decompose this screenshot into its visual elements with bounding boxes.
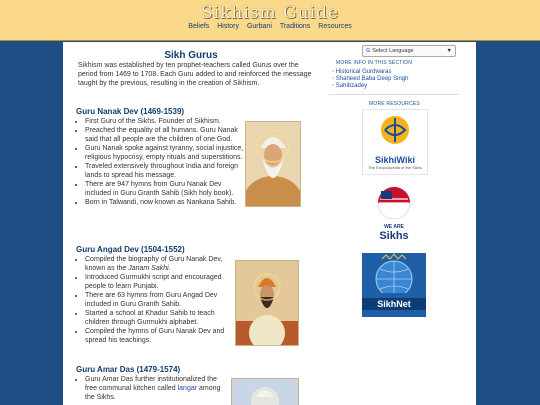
language-select[interactable]: [362, 45, 456, 57]
guru-angad-heading: Guru Angad Dev (1504-1552): [76, 245, 185, 254]
angad-fact-1-end: .: [168, 265, 171, 272]
list-item: • Started a school at Khadur Sahib to teach children through Gurmukhi alphabet.: [85, 309, 225, 327]
guru-amardas-portrait: [231, 378, 299, 405]
list-item: • Guru Nanak spoke against tyranny, social injustice, religious hypocrisy, empty rituals and superstitions.: [85, 144, 245, 162]
sikhnet-badge[interactable]: [362, 253, 426, 317]
chevron-down-icon: ▼: [446, 48, 452, 54]
guru-angad-facts: [75, 255, 225, 345]
link-text: Historical Gurdwaras: [335, 69, 392, 75]
flag-circle-icon: [362, 185, 426, 219]
link-text: Sahibzadey: [335, 83, 368, 89]
guru-angad-portrait: [235, 260, 299, 346]
we-are-sikhs-badge[interactable]: [362, 185, 426, 245]
angad-fact-1-text: Compiled the biography of Guru Nanak Dev, known as the: [85, 256, 223, 272]
divider: [329, 94, 459, 95]
google-icon: G: [366, 48, 371, 54]
list-item: • Preached the equality of all humans. Guru Nanak said that all people are the children of one God.: [85, 126, 245, 144]
link-shaheed-baba-deep-singh[interactable]: ◦ Shaheed Baba Deep Singh: [332, 76, 409, 82]
list-item: [85, 255, 225, 273]
section-title: MORE INFO IN THIS SECTION: [336, 60, 413, 66]
guru-nanak-portrait: [245, 121, 301, 207]
nav-resources[interactable]: Resources: [318, 23, 352, 30]
list-item: • Born in Talwandi, now known as Nankana Sahib.: [85, 198, 245, 207]
amardas-fact-text: Guru Amar Das further institutionalized the free communal kitchen called: [85, 376, 217, 392]
list-item: • First Guru of the Sikhs. Founder of Sikhism.: [85, 117, 245, 126]
link-sahibzadey[interactable]: ◦ Sahibzadey: [332, 83, 368, 89]
list-item: • There are 63 hymns from Guru Angad Dev included in Guru Granth Sahib.: [85, 291, 225, 309]
section-links: [332, 69, 409, 90]
amardas-fact-end: among the Sikhs.: [85, 385, 221, 401]
sikhiwiki-badge[interactable]: [362, 109, 428, 175]
nav-history[interactable]: History: [217, 23, 240, 30]
resources-title: MORE RESOURCES: [369, 101, 420, 107]
guru-amardas-heading: Guru Amar Das (1479-1574): [76, 365, 181, 374]
sikhnet-name: SikhNet: [362, 298, 426, 310]
nav-beliefs[interactable]: Beliefs: [188, 23, 210, 30]
list-item: • Traveled extensively throughout India and foreign lands to spread his message.: [85, 162, 245, 180]
main-nav: [0, 23, 540, 30]
langar-link[interactable]: langar: [177, 385, 198, 392]
site-logo[interactable]: Sikhism Guide: [201, 3, 339, 23]
sikhiwiki-logo-icon: [363, 110, 427, 150]
list-item: • Compiled the hymns of Guru Nanak Dev and spread his teachings.: [85, 327, 225, 345]
site-header: [0, 0, 540, 41]
we-are-text: WE ARE: [384, 224, 404, 230]
main-panel: [63, 42, 476, 405]
intro-paragraph: Sikhism was established by ten prophet-teachers called Gurus over the period from 1469 to 1708. Each Guru added to and reinforced the message taught by the previous, resulting in the creation of Sikhism.: [78, 62, 312, 87]
sikhiwiki-name: SikhiWiki: [375, 155, 415, 165]
nav-gurbani[interactable]: Gurbani: [246, 23, 272, 30]
janam-sakhi-term: Janam Sakhi: [128, 265, 169, 272]
list-item: [85, 375, 225, 402]
list-item: • Introduced Gurmukhi script and encouraged people to learn Punjabi.: [85, 273, 225, 291]
sikhiwiki-tagline: The Encyclopedia of the Sikhs: [368, 165, 422, 170]
language-select-label: Select Language: [372, 48, 414, 54]
guru-amardas-facts: [75, 375, 225, 402]
page-title: Sikh Gurus: [164, 50, 218, 61]
list-item: • There are 947 hymns from Guru Nanak Dev included in Guru Granth Sahib (Sikh holy book).: [85, 180, 245, 198]
sikhs-text: Sikhs: [379, 230, 409, 242]
guru-nanak-facts: [75, 117, 245, 207]
link-text: Shaheed Baba Deep Singh: [335, 76, 409, 82]
globe-icon: [362, 253, 426, 293]
guru-nanak-heading: Guru Nanak Dev (1469-1539): [76, 107, 185, 116]
link-historical-gurdwaras[interactable]: ◦ Historical Gurdwaras: [332, 69, 392, 75]
nav-traditions[interactable]: Traditions: [279, 23, 311, 30]
